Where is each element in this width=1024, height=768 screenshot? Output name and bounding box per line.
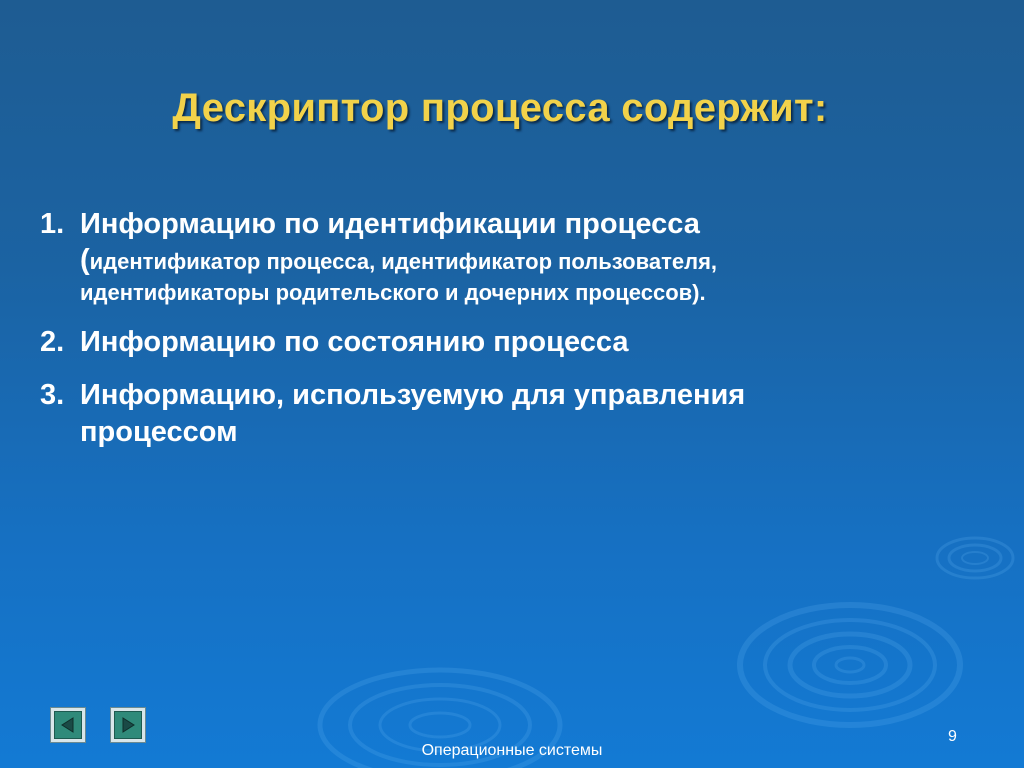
detail-paren: ( bbox=[80, 244, 90, 276]
next-button-face bbox=[114, 711, 142, 739]
next-slide-button[interactable] bbox=[110, 707, 146, 743]
page-number: 9 bbox=[948, 728, 957, 745]
prev-slide-button[interactable] bbox=[50, 707, 86, 743]
list-item-text: Информацию по состоянию процесса bbox=[80, 326, 629, 358]
list-item-detail bbox=[80, 245, 940, 308]
list-number: 3. bbox=[40, 379, 65, 411]
list-number: 1. bbox=[40, 208, 65, 240]
list-item-text-line-1: Информацию, используемую для управления bbox=[80, 379, 746, 411]
list-number: 2. bbox=[40, 326, 65, 358]
slide-title: Дескриптор процесса содержит: bbox=[172, 86, 828, 130]
detail-text-1: идентификатор процесса, идентификатор пользователя, bbox=[89, 249, 718, 274]
list-item-2 bbox=[40, 324, 940, 361]
detail-line-1 bbox=[80, 245, 940, 277]
list-item-text: Информацию по идентификации процесса bbox=[80, 208, 700, 240]
list-item-text-line-2: процессом bbox=[80, 416, 238, 448]
content-list bbox=[40, 206, 940, 465]
list-item-1 bbox=[40, 206, 940, 308]
prev-button-face bbox=[54, 711, 82, 739]
triangle-right-icon bbox=[119, 716, 137, 734]
list-item-3 bbox=[40, 377, 940, 451]
footer-caption: Операционные системы bbox=[421, 742, 603, 759]
detail-text-2: идентификаторы родительского и дочерних процессов). bbox=[80, 280, 706, 305]
triangle-left-icon bbox=[59, 716, 77, 734]
